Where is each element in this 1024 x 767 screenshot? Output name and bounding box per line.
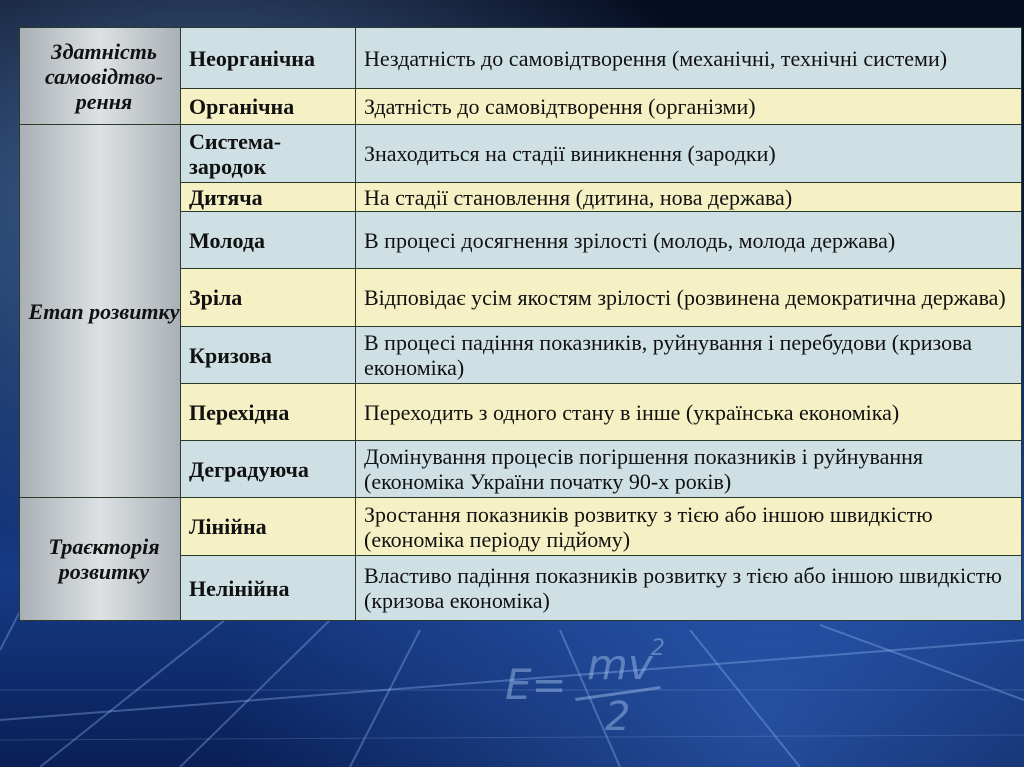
term-cell: Нелінійна [181,556,356,621]
table-row [20,498,1022,556]
term-cell: Неорганічна [181,28,356,89]
term-cell: Кризова [181,327,356,384]
term-cell: Органічна [181,89,356,125]
description-cell: Зростання показників розвитку з тією або іншою швидкістю (економіка періоду підйому) [356,498,1022,556]
term-cell: Деградуюча [181,441,356,498]
term-cell: Зріла [181,269,356,327]
term-cell: Дитяча [181,183,356,212]
description-cell: Властиво падіння показників розвитку з тією або іншою швидкістю (кризова економіка) [356,556,1022,621]
description-cell: В процесі падіння показників, руйнування і перебудови (кризова економіка) [356,327,1022,384]
description-cell: В процесі досягнення зрілості (молодь, молода держава) [356,212,1022,269]
table-row [20,125,1022,183]
description-cell: Відповідає усім якостям зрілості (розвинена демократична держава) [356,269,1022,327]
description-cell: Знаходиться на стадії виникнення (зародки) [356,125,1022,183]
group-label: Траєкторія розвитку [20,498,181,621]
description-cell: Нездатність до самовідтворення (механічні, технічні системи) [356,28,1022,89]
description-cell: На стадії становлення (дитина, нова держава) [356,183,1022,212]
term-cell: Лінійна [181,498,356,556]
classification-table [19,27,1022,621]
term-cell: Система-зародок [181,125,356,183]
description-cell: Домінування процесів погіршення показників і руйнування (економіка України початку 90-х років) [356,441,1022,498]
group-label: Етап розвитку [20,125,181,498]
description-cell: Здатність до самовідтворення (організми) [356,89,1022,125]
term-cell: Молода [181,212,356,269]
term-cell: Перехідна [181,384,356,441]
table-row [20,28,1022,89]
group-label: Здатність самовідтво-рення [20,28,181,125]
description-cell: Переходить з одного стану в інше (українська економіка) [356,384,1022,441]
